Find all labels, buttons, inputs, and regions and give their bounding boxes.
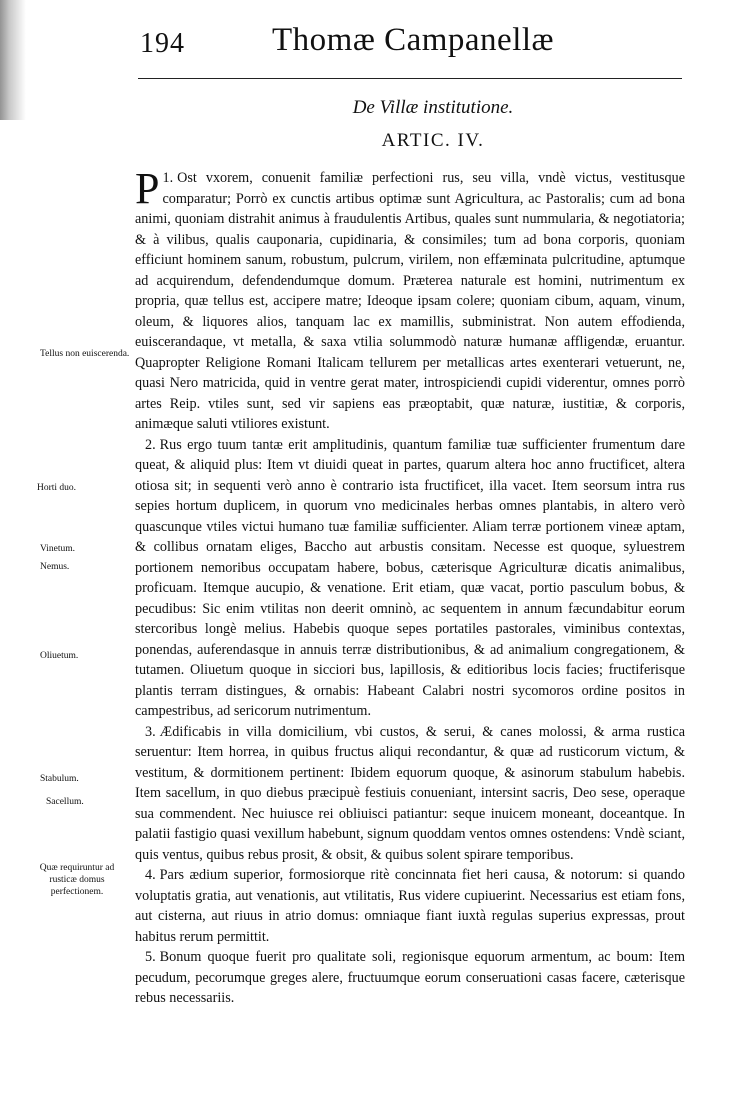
- main-text: [135, 164, 685, 1009]
- paragraph-number: 2.: [145, 436, 156, 453]
- margin-note-sacellum: Sacellum.: [46, 797, 84, 807]
- paragraph-number: 1.: [162, 170, 174, 186]
- paragraph-text: Ædificabis in villa domicilium, vbi custos, & serui, & canes molossi, & arma rustica seruentur: Item horrea, in quibus fructus aliqui recondantur, & quæ ad rusticorum victum, & vestitum, & dormitionem pertinent: Ibidem equorum quoque, & asinorum stabulum habebis. Item sacellum, in quo diebus præcipuè festiuis conueniant, intersint sacris, Deo sese, operaque sua commendent. Nec huiusce rei obliuisci patiantur: seque inuicem moneant, doceantque. In palatii fastigio quasi vexillum habebunt, signum quoddam ventos omnes ostendens: Vndè sciant, quis ventus, quibus rebus prosit, & obsit, & quibus solent spirare temporibus.: [135, 723, 685, 863]
- margin-note-requisites: Quæ requiruntur ad rusticæ domus perfectionem.: [39, 863, 115, 897]
- paragraph-1: [135, 164, 685, 435]
- margin-note-tellus: Tellus non euiscerenda.: [40, 349, 130, 359]
- paragraph-5: [135, 947, 685, 1009]
- paragraph-text: Bonum quoque fuerit pro qualitate soli, regionisque equorum armentum, ac boum: Item pecudum, pecorumque greges alere, fructuumque eorum conseruationi casas facere, cæterisque rebus necessariis.: [135, 949, 685, 1006]
- margin-note-vinetum: Vinetum.: [40, 544, 76, 554]
- margin-note-nemus: Nemus.: [40, 562, 70, 572]
- header-rule: [138, 78, 682, 79]
- margin-note-stabulum: Stabulum.: [40, 774, 79, 784]
- paragraph-text: Rus ergo tuum tantæ erit amplitudinis, quantum familiæ tuæ sufficienter frumentum dare queat, & aliquid plus: Item vt diuidi queat in partes, quarum altera hoc anno fructificet, altera otiosa sit; in sequenti verò anno è contrario ista fructificet, illa vacet. Item seorsum intra rus sepies hortum duplicem, in quorum vno medicinales herbas omnes plantabis, in altero verò quascunque vtiles victui humano tuæ familiæ sufficienter. Aliam terræ portionem vineæ aptam, & collibus ornatam eliges, Baccho aut arbustis consitam. Necesse est quoque, syluestrem portionem nemoribus occupatam habere, bobus, cæterisque Agriculturæ dicatis animalibus, proficuam. Itemque aucupio, & venatione. Erit etiam, quæ vacat, portio pasculum bobus, & pecudibus: Sic enim vtilitas non deerit omninò, ac sequentem in annum fæcundabitur eorum stercoribus longè melius. Habebis quoque sepes portatiles pastorales, viminibus contextas, ponendas, auferendasque in annuis terræ distributionibus, & ad animalium congregationem, & tutamen. Oliuetum quoque in sicciori bus, lapillosis, & editioribus locis facies; fructiferisque plantis terram distingues, & ornabis: Habeant Calabri nostri sycomoros ordine positos in campestribus, ad sericorum nutrimentum.: [135, 436, 685, 719]
- article-heading: ARTIC. IV.: [381, 130, 485, 151]
- page-header: [0, 0, 746, 95]
- paragraph-number: 4.: [145, 867, 156, 883]
- paragraph-2: [135, 435, 685, 722]
- paragraph-3: [135, 722, 685, 866]
- page-number: 194: [140, 28, 185, 59]
- margin-note-oliuetum: Oliuetum.: [40, 651, 79, 661]
- paragraph-4: [135, 865, 685, 947]
- margin-note-horti: Horti duo.: [37, 483, 77, 493]
- paragraph-text: Ost vxorem, conuenit familiæ perfectioni rus, seu villa, vndè victus, vestitusque comparatur; Porrò ex cunctis artibus optimæ sunt Agricultura, ac Pastoralis; cum ad bona animi, quoniam distrahit animus à fraudulentis Artibus, quales sunt nummularia, & negotiatoria; & à vilibus, qualis cauponaria, cupidinaria, & consimiles; tum ad bona corporis, quoniam efficiunt hominem sanum, robustum, pulcrum, virilem, non effæminata pulcritudine, aptumque ad acquirendum, defendendumque domum. Præterea naturale est homini, nutrimentum ex propria, quæ tellus est, accipere matre; Ideoque ipsam colere; quoniam cibum, aquam, vinum, oleum, & liquores alios, tanquam lac ex mamillis, subministrat. Non autem effodienda, euiscerandaque, vt metalla, & saxa vtilia solummodò naturæ humanæ affligendæ, eruantur. Quapropter Religione Romani Italicam tellurem per metallicas artes exenterari vetuerunt, ne, quasi Nero matricida, quid in ventre gerat mater, introspiciendi cupidi viderentur, omnes porrò artes Reip. vtiles sunt, sed vir sapiens eas præoptabit, quæ naturæ, iustitiæ, & corporis, animæque saluti vtiliores existunt.: [135, 170, 685, 432]
- section-title: De Villæ institutione.: [352, 97, 514, 118]
- paragraph-text: Pars ædium superior, formosiorque ritè concinnata fiet heri causa, & notorum: si quando voluptatis gratia, aut venationis, aut vtilitatis, Rus videre cupiuerint. Necessarius est etiam fons, aut cisterna, aut riuus in atrio domus: omniaque fiant iuxtà regulas superius expressas, prout habitus rerum permittit.: [135, 867, 685, 945]
- paragraph-number: 5.: [145, 949, 156, 965]
- running-title: Thomæ Campanellæ: [272, 22, 555, 58]
- paragraph-number: 3.: [145, 723, 156, 740]
- drop-capital: P: [135, 164, 160, 213]
